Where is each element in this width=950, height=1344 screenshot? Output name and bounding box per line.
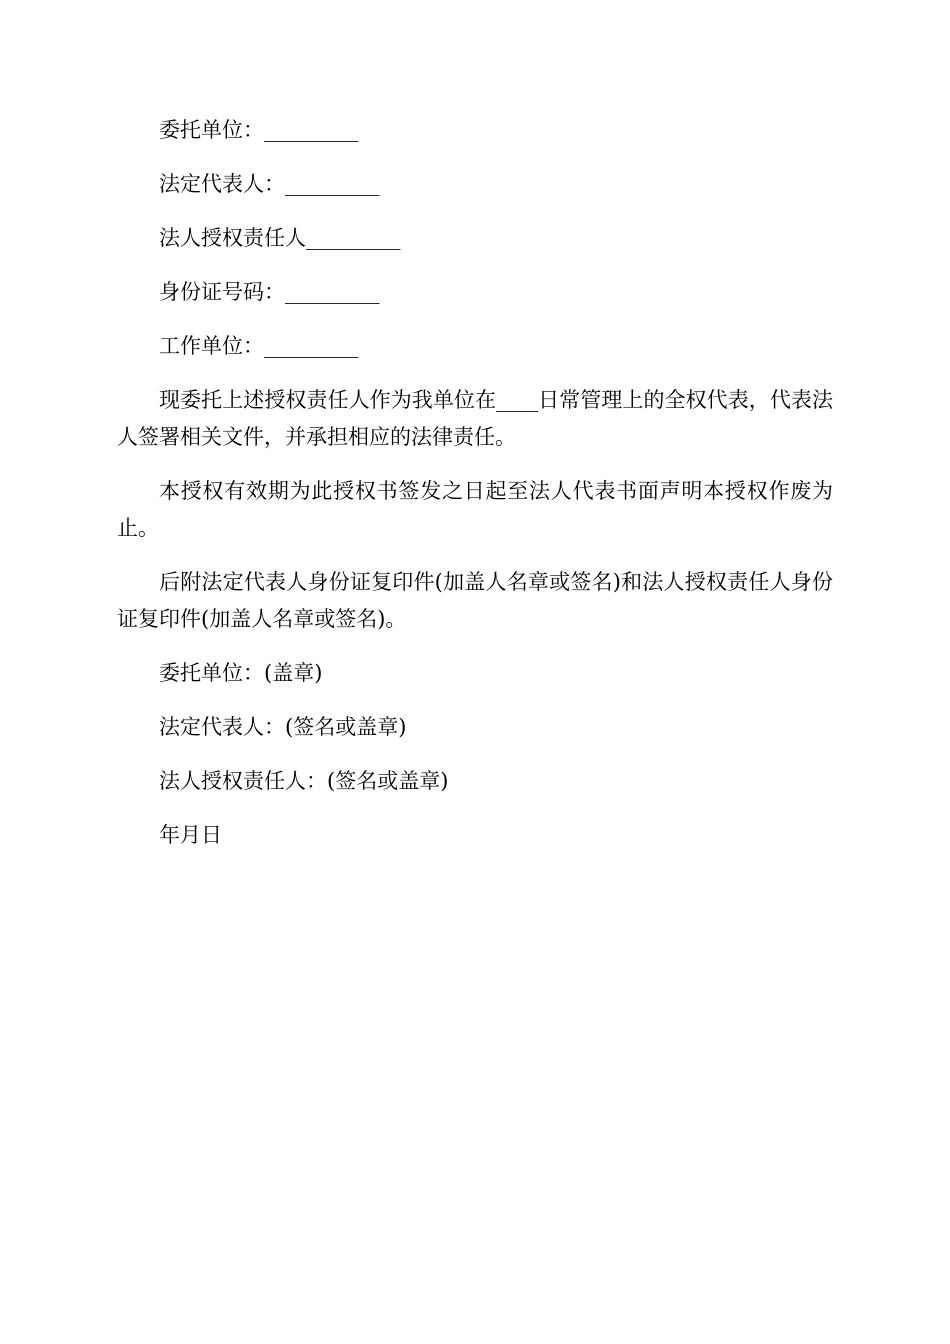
attachments-statement: 后附法定代表人身份证复印件(加盖人名章或签名)和法人授权责任人身份证复印件(加盖人名章或签名)。 — [117, 570, 833, 631]
delegating-unit-field: 委托单位：_________ — [159, 118, 359, 142]
document-page — [117, 112, 833, 871]
work-unit-field: 工作单位：_________ — [159, 334, 359, 358]
legal-representative-field: 法定代表人：_________ — [159, 172, 380, 196]
signature-authorized-person: 法人授权责任人：(签名或盖章) — [159, 769, 449, 793]
id-number-field: 身份证号码：_________ — [159, 280, 380, 304]
validity-period-statement: 本授权有效期为此授权书签发之日起至法人代表书面声明本授权作废为止。 — [117, 479, 833, 540]
authorized-person-field: 法人授权责任人_________ — [159, 226, 401, 250]
signature-legal-representative: 法定代表人：(签名或盖章) — [159, 715, 407, 739]
signature-delegating-unit: 委托单位：(盖章) — [159, 661, 323, 685]
date-line: 年月日 — [159, 823, 222, 847]
delegation-statement: 现委托上述授权责任人作为我单位在____日常管理上的全权代表，代表法人签署相关文件，并承担相应的法律责任。 — [117, 388, 833, 449]
